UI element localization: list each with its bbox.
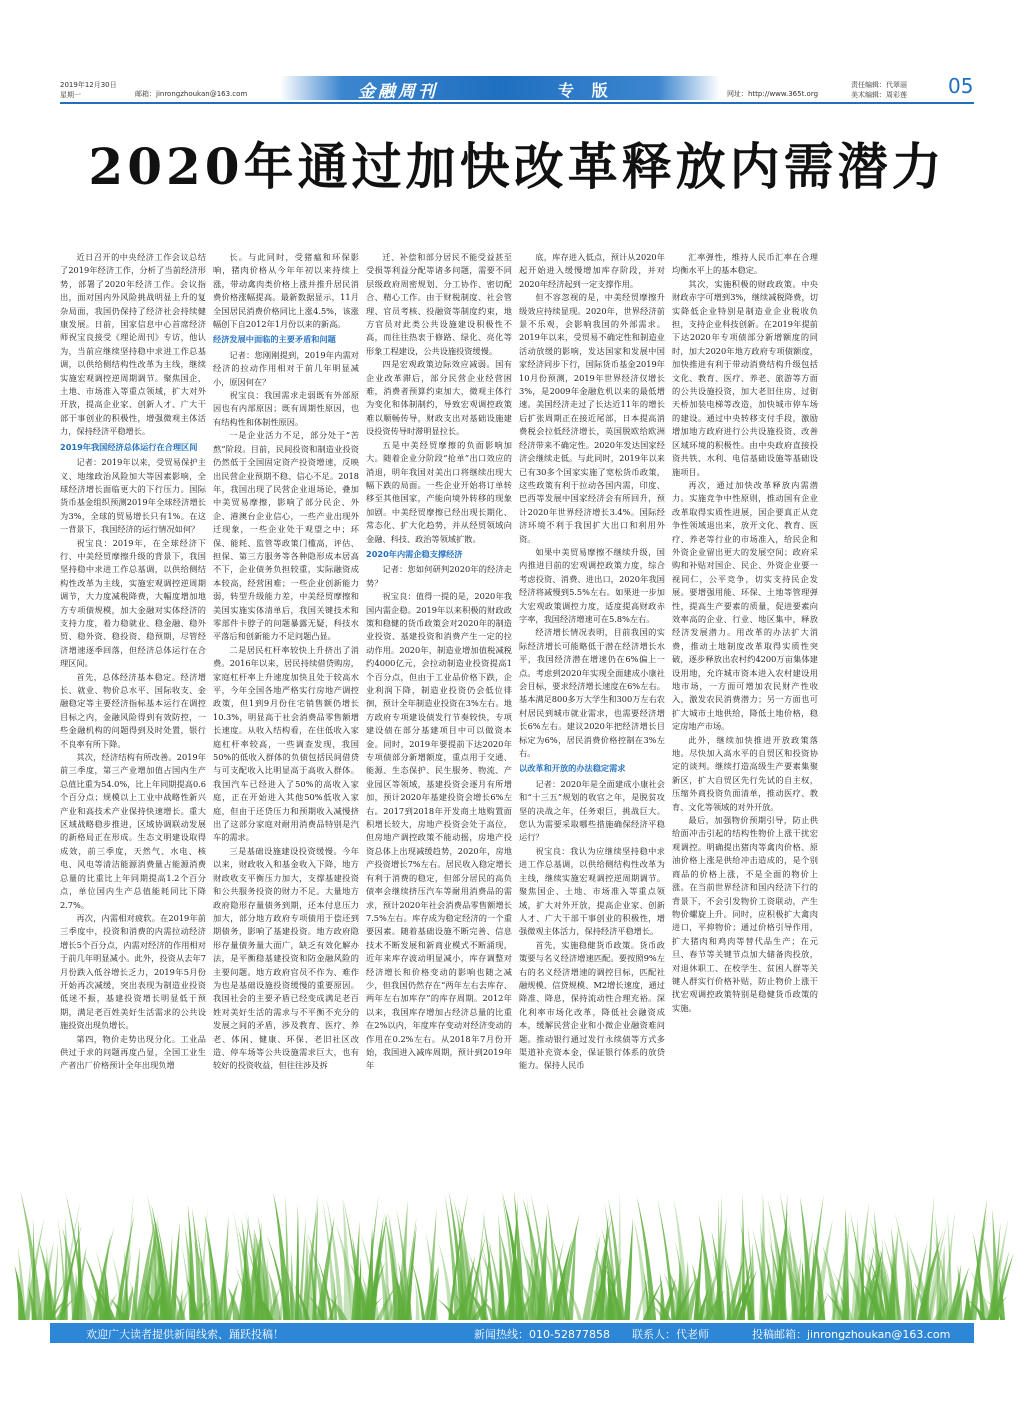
footer-contact: 联系人：代老师 (632, 1328, 709, 1341)
article-paragraph: 此外，继续加快推进开放政策落地。尽快加入高水平的自贸区和投资协定的谈判。继续打造高级生产要素集聚新区，扩大自贸区先行先试的自主权，压缩外商投资负面清单，推动医疗、教育、文化等领域的对外开放。 (672, 734, 818, 812)
article-paragraph: 最后，加强物价预期引导，防止供给面冲击引起的结构性物价上涨干扰宏观调控。明确提出猪肉等禽肉价格、原油价格上涨是供给冲击造成的，是个别商品的价格上涨，不是全面的物价上涨。在当前世界经济和国内经济下行的背景下，不会引发物价工资联动，产生物价螺旋上升。同时，应积极扩大禽肉进口，平抑物价；通过价格引导作用，扩大猪肉和鸡肉等替代品生产；在元旦、春节等关键节点加大储备肉投放，对退休职工、在校学生、贫困人群等关键人群实行价格补贴，防止物价上涨干扰宏观调控政策特别是稳健货币政策的实施。 (672, 815, 818, 1013)
article-paragraph: 汇率弹性，维持人民币汇率在合理均衡水平上的基本稳定。 (672, 252, 818, 276)
footer-bar (50, 1323, 974, 1343)
article-paragraph: 记者：2020年是全面建成小康社会和“十三五”规划的收官之年，是脱贫攻坚的决战之年，任务艰巨，挑战巨大。您认为需要采取哪些措施确保经济平稳运行？ (519, 778, 665, 843)
article-column-1 (60, 251, 206, 1071)
page-number: 05 (948, 74, 974, 98)
article-column-4 (519, 251, 665, 1071)
header-email: 邮箱：jinrongzhoukan@163.com (135, 90, 248, 98)
article-paragraph: 二是居民杠杆率较快上升挤出了消费。2016年以来，居民持续借贷购房，家庭杠杆率上升速度加快且处于较高水平，今年全国各地严格实行房地产调控政策，但1到9月份住宅销售额仍增长10.3%，明显高于社会消费品零售额增长速度。从收入结构看，在住低收入家庭杠杆率较高，一些调查发现，我国50%的低收入群体的负债包括民间借贷与可支配收入比明显高于高收入群体。我国汽车已经进入了50%的高收入家庭，正在开始进入其他50%低收入家庭，但由于还贷压力和预期收入减慢挤出了这部分家庭对耐用消费品特别是汽车的需求。 (213, 644, 359, 843)
responsible-editor: 责任编辑：代翠丽 (851, 81, 907, 89)
masthead (0, 0, 1024, 110)
article-paragraph: 祝宝良：我认为应继续坚持稳中求进工作总基调，以供给侧结构性改革为主线，继续实施宏观调控逆周期调节。聚焦国企、土地、市场准入等重点领域，扩大对外开放，提高企业家、创新人才、广大干部干事创业的积极性，增强微观主体活力，保持经济平稳增长。 (519, 845, 665, 937)
article-paragraph: 祝宝良：我国需求走弱既有外部原因也有内部原因；既有周期性原因，也有结构性和体制性原因。 (213, 390, 359, 427)
article-paragraph: 再次，通过加快改革释放内需潜力。实施竞争中性原则，推动国有企业改革取得实质性进展，国企要真正从竞争性领域退出来，放开文化、教育、医疗、养老等行业的市场准入，给民企和外资企业留出更大的发展空间；政府采购和补贴对国企、民企、外资企业要一视同仁，公平竞争，切实支持民企发展。要增强用能、环保、土地等管理弹性，提高生产要素的质量，促进要素向效率高的企业、行业、地区集中，释放经济发展潜力。用改革的办法扩大消费，推动土地制度改革取得实质性突破，逐步释放出农村约4200万亩集体建设用地，允许城市资本进入农村建设用地市场，一方面可增加农民财产性收入，激发农民消费潜力；另一方面也可扩大城市土地供给，降低土地价格，稳定房地产市场。 (672, 479, 818, 732)
article-column-2 (213, 251, 359, 1071)
grass-decoration (0, 1180, 1024, 1320)
issue-date: 2019年12月30日 (60, 81, 117, 89)
article-paragraph: 再次，内需相对疲软。在2019年前三季度中，投资和消费的内需拉动经济增长5个百分点，内需对经济的作用相对于前几年明显减小。此外，投资从去年7月份跌入低谷增长乏力，2019年5月份开始再次减缓，突出表现为制造业投资低迷不振，基建投资增长明显低于预期，满足老百姓美好生活需求的公共设施投资出现负增长。 (60, 912, 206, 1031)
article-paragraph: 祝宝良：值得一提的是，2020年我国内需企稳。2019年以来积极的财政政策和稳健的货币政策会对2020年的制造业投资、基建投资和消费产生一定的拉动作用。2020年，制造业增加值税减税约4000亿元，会拉动制造业投资提高1个百分点，但由于工业品价格下跌，企业利润下降，制造业投资仍会低位徘徊，预计全年制造业投资在3%左右。地方政府专项建设债发行节奏较快，专项建设债在部分基建项目中可以做资本金。同时，2019年要提前下达2020年专项债部分新增额度，重点用于交通、能源、生态保护、民生服务、物流、产业园区等领域，基建投资会逐月有所增加，预计2020年基建投资会增长6%左右。2017到2018年开发商土地购置面积增长较大，房地产投资会处于高位，但房地产调控政策不能动摇，房地产投资总体上出现减缓趋势，2020年，房地产投资增长7%左右。居民收入稳定增长有利于消费的稳定，但部分居民的高负债率会继续挤压汽车等耐用消费品的需求，预计2020年社会消费品零售额增长7.5%左右。库存成为稳定经济的一个重要因素。随着基础设施不断完善、信息技术不断发展和新商业模式不断涌现，近年来库存波动明显减小，库存调整对经济增长和价格变动的影响也随之减少，但我国仍然存在“两年左右去库存、两年左右加库存”的库存周期。2012年以来，我国库存增加占经济总量的比重在2%以内，年度库存变动对经济变动的作用在0.2%左右。从2018年7月份开始，我国进入减库周期，预计到2019年年 (366, 591, 512, 1071)
article-paragraph: 四是宏观政策边际效应减弱。国有企业改革滞后，部分民营企业经营困难，消费者预算约束加大，微观主体行为变化和体制制约，导致宏观调控政策难以顺畅传导，财政支出对基础设施建设投资传导时滞明显拉长。 (366, 359, 512, 437)
footer-email: 投稿邮箱：jinrongzhoukan@163.com (752, 1328, 951, 1341)
article-paragraph: 记者：您刚刚提到，2019年内需对经济的拉动作用相对于前几年明显减小，原因何在？ (213, 349, 359, 387)
article-paragraph: 祝宝良：2019年，在全球经济下行、中美经贸摩擦升级的背景下，我国坚持稳中求进工作总基调，以供给侧结构性改革为主线，实施宏观调控逆周期调节，大力度减税降费，大幅度增加地方专项债规模，加大金融对实体经济的支持力度，着力稳就业、稳金融、稳外贸、稳外资、稳投资、稳预期，尽管经济增速逐季回落，但经济总体运行在合理区间。 (60, 537, 206, 669)
section-name: 专 版 (558, 81, 614, 100)
article-paragraph: 但不容忽视的是，中美经贸摩擦升级效应持续显现。2020年，世界经济前景不乐观，会影响我国的外部需求。2019年以来，受贸易不确定性和制造业活动放缓的影响，发达国家和发展中国家经济同步下行，国际货币基金2019年10月份预测，2019年世界经济仅增长3%，是2009年金融危机以来的最低增速。美国经济走过了长达近11年的增长后扩张周期正在接近尾部，日本提高消费税会拉低经济增长，英国脱欧给欧洲经济带来不确定性。2020年发达国家经济会继续走低。与此同时，2019年以来已有30多个国家实施了宽松货币政策，这些政策有利于拉动各国内需，印度、巴西等发展中国家经济会有所回升，预计2020年世界经济增长3.4%。国际经济环境不利于我国扩大出口和利用外资。 (519, 292, 665, 544)
article-paragraph: 其次，经济结构有所改善。2019年前三季度，第三产业增加值占国内生产总值比重为54.0%，比上年同期提高0.6个百分点；规模以上工业中战略性新兴产业和高技术产业保持快速增长。重大区域战略稳步推进，区域协调联动发展的新格局正在形成。生态文明建设取得成效，前三季度，天然气、水电、核电、风电等清洁能源消费量占能源消费总量的比重比上年同期提高1.2个百分点，单位国内生产总值能耗同比下降2.7%。 (60, 752, 206, 910)
article-paragraph: 如果中美贸易摩擦不继续升级，国内推进目前的宏观调控政策力度，综合考虑投资、消费、进出口，2020年我国经济将减慢到5.5%左右。如果进一步加大宏观政策调控力度，适度提高财政赤字率，我国经济增速可在5.8%左右。 (519, 546, 665, 624)
article-paragraph: 近日召开的中央经济工作会议总结了2019年经济工作，分析了当前经济形势，部署了2020年经济工作。会议指出，面对国内外风险挑战明显上升的复杂局面，我国仍保持了经济社会持续健康发展。日前，国家信息中心首席经济师祝宝良接受《理论周刊》专访，他认为，当前应继续坚持稳中求进工作总基调，以供给侧结构性改革为主线，继续实施宏观调控逆周期调节。聚焦国企、土地、市场准入等重点领域，扩大对外开放，提高企业家、创新人才、广大干部干事创业的积极性，增强微观主体活力，保持经济平稳增长。 (60, 252, 206, 437)
section-subheading: 2020年内需企稳支撑经济 (366, 548, 463, 559)
article-paragraph: 迁、补偿和部分居民不能受益甚至受损等利益分配等诸多问题，需要不同层级政府周密规划、分工协作、密切配合、精心工作。由于财税制度、社会管理、官员考核、投融资等制度约束，地方官员对此类公共设施建设积极性不高，而往往热衷于修路、绿化、亮化等形象工程建设，公共设施投资缓慢。 (366, 252, 512, 356)
brand-name: 金融周刊 (358, 82, 438, 102)
article-paragraph: 记者：您如何研判2020年的经济走势？ (366, 564, 512, 588)
section-subheading: 2019年我国经济总体运行在合理区间 (60, 441, 198, 452)
article-paragraph: 三是基础设施建设投资缓慢。今年以来，财政收入和基金收入下降，地方财政收支平衡压力加大，支撑基建投资和公共服务投资的财力不足。大量地方政府隐形存量债务到期，还本付息压力加大，部分地方政府专项债用于偿还到期债务，影响了基建投资。地方政府隐形存量债务量大面广，缺乏有效化解办法，是平衡稳基建投资和防金融风险的主要问题。地方政府官员不作为、难作为也是基础设施投资缓慢的重要原因。我国社会的主要矛盾已经变成满足老百姓对美好生活的需求与不平衡不充分的发展之间的矛盾，涉及教育、医疗、养老、体闲、健康、环保、老旧社区改造、停车场等公共设施需求巨大，也有较好的投资收益，但往往涉及拆 (213, 845, 359, 1071)
editors-block (851, 80, 907, 100)
article-paragraph: 首先，总体经济基本稳定。经济增长、就业、物价总水平、国际收支、金融稳定等主要经济指标基本运行在调控目标之内，金融风险得到有效防控，一些金融机构的问题得到及时处置，银行不良率有所下降。 (60, 671, 206, 749)
article-paragraph: 首先，实施稳健货币政策。货币政策要与名义经济增速匹配。要按照9%左右的名义经济增速的调控目标，匹配社融规模、信贷规模、M2增长速度，通过降准、降息，保持流动性合理充裕。深化利率市场化改革，降低社会融资成本，缓解民营企业和小微企业融资难问题。推动银行通过发行永续债等方式多渠道补充资本金，保证银行体系的放贷能力。保持人民币 (519, 939, 665, 1071)
article-paragraph: 经济增长情况表明，目前我国的实际经济增长可能略低于潜在经济增长水平，我国经济潜在增速仍在6%偏上一点。考虑到2020年实现全面建成小康社会目标，要求经济增长速度在6%左右。基本满足800多万大学生和300万左右农村居民到城市就业需求，也需要经济增长6%左右。建议2020年把经济增长目标定为6%，居民消费价格控制在3%左右。 (519, 627, 665, 759)
article-column-5 (672, 251, 818, 1013)
issue-weekday: 星期一 (60, 91, 81, 99)
article-paragraph: 记者：2019年以来，受贸易保护主义、地缘政治风险加大等因素影响，全球经济增长面临更大的下行压力。国际货币基金组织预测2019年全球经济增长为3%，全球的贸易增长只有1%。在这一背景下，我国经济的运行情况如何？ (60, 457, 206, 535)
footer-slogan: 欢迎广大读者提供新闻线索、踊跃投稿！ (86, 1328, 284, 1341)
section-subheading: 经济发展中面临的主要矛盾和问题 (213, 334, 336, 345)
article-paragraph: 第四，物价走势出现分化。工业品供过于求的问题再度凸显，全国工业生产者出厂价格预计全年出现负增 (60, 1033, 206, 1071)
article-column-6 (825, 251, 971, 871)
art-editor: 美术编辑：周彩莲 (851, 91, 907, 99)
section-banner (280, 76, 720, 100)
section-subheading: 以改革和开放的办法稳定需求 (519, 763, 626, 774)
article-paragraph: 五是中美经贸摩擦的负面影响加大。随着企业分阶段“抢单”出口效应的消退，明年我国对美出口将继续出现大幅下跌的局面。一些企业开始将订单转移至其他国家，产能向境外转移的现象加剧。中美经贸摩擦已经出现长期化、常态化、扩大化趋势，并从经贸领域向金融、科技、政治等领域扩散。 (366, 439, 512, 544)
article-paragraph: 其次，实施积极的财政政策。中央财政赤字可增到3%，继续减税降费，切实降低企业特别是制造业企业税收负担，支持企业科技创新。在2019年提前下达2020年专项债部分新增额度的同时，加大2020年地方政府专项债额度，加快推进有利于带动消费结构升级包括文化、教育、医疗、养老、旅游等方面的公共设施投资，加大老旧住房、过街天桥加装电梯等改造，加快城市停车场的建设。通过中央转移支付手段，激励增加地方政府进行公共设施投资、改善区域环境的积极性。由中央政府直接投资共铁、水利、电信基础设施等基础设施项目。 (672, 278, 818, 477)
footer-hotline: 新闻热线：010-52877858 (474, 1328, 610, 1341)
article-paragraph: 长。与此同时，受猪瘟和环保影响，猪肉价格从今年年初以来持续上涨，带动禽肉类价格上涨并推升居民消费价格涨幅提高。最新数据显示，11月全国居民消费价格同比上涨4.5%，该涨幅创下自2012年1月份以来的新高。 (213, 252, 359, 330)
issue-date-block (60, 80, 117, 100)
article-column-3 (366, 251, 512, 1071)
page-headline: 2020年通过加快改革释放内需潜力 (88, 137, 946, 196)
article-paragraph: 底，库存进入低点，预计从2020年起开始进入缓慢增加库存阶段，并对2020年经济起到一定支撑作用。 (519, 252, 665, 289)
header-rule (60, 102, 974, 104)
article-paragraph: 一是企业活力不足，部分处于“苦熬”阶段。目前，民间投资和制造业投资仍然低于全国固定资产投资增速，反映出民营企业预期不稳、信心不足。2018年，我国出现了民营企业退场论，叠加中美贸易摩擦，影响了部分民企、外企、港澳台企业信心，一些产业出现外迁现象，一些企业处于观望之中；环保、能耗、监管等政策门槛高，评估、担保、第三方服务等各种隐形成本居高不下，企业债务负担较重，实际融资成本较高，经营困难；一些企业创新能力弱，转型升级能力差，中美经贸摩擦和美国实施实体清单后，我国关键技术和零部件卡脖子的问题暴露无疑，科技水平落后和创新能力不足问题凸显。 (213, 430, 359, 642)
header-website: 网址：http://www.365t.org (727, 90, 819, 98)
